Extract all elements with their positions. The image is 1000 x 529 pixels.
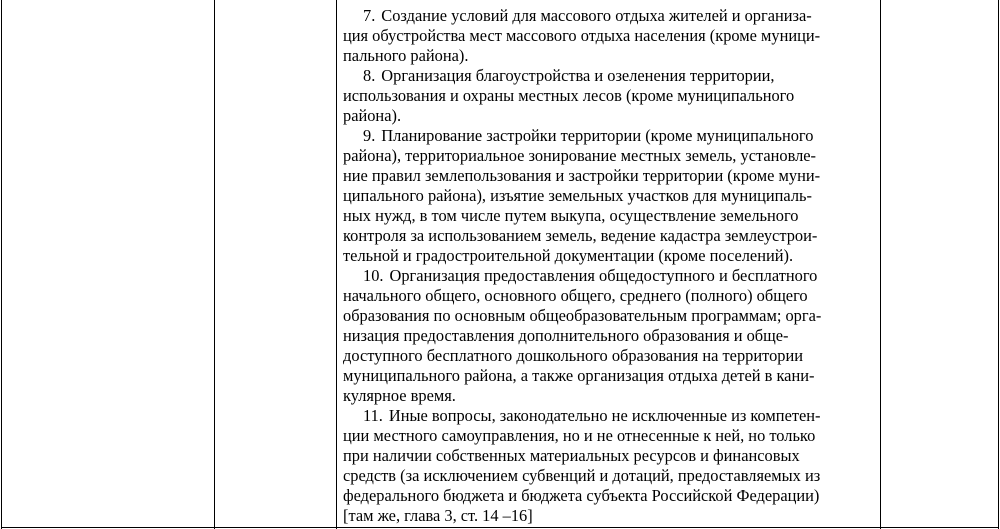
table-cell-text [343,6,870,526]
item-line: ции местного самоуправления, но и не отнесенные к ней, но только [343,426,816,445]
item-line: ных нужд, в том числе путем выкупа, осуществление земельного [343,206,799,225]
item-number: 8. [363,66,376,85]
item-line: использования и охраны местных лесов (кроме муниципального [343,86,795,105]
item-line: начального общего, основного общего, среднего (полного) общего [343,286,808,305]
item-line: пального района). [343,46,469,65]
item-line: Организация благоустройства и озеленения территории, [381,66,775,85]
table-border-bottom [1,527,999,528]
table-border-left [1,0,2,529]
table-border-right [998,0,999,529]
item-line: Организация предоставления общедоступного и бесплатного [389,266,818,285]
citation: [там же, глава 3, ст. 14 –16] [343,506,533,525]
item-line: ципального района), изъятие земельных участков для муниципаль- [343,186,812,205]
item-line: ция обустройства мест массового отдыха населения (кроме муници- [343,26,821,45]
item-line: доступного бесплатного дошкольного образования на территории [343,346,804,365]
list-item-10 [343,266,870,406]
item-line: низация предоставления дополнительного образования и обще- [343,326,789,345]
item-line: ние правил землепользования и застройки территории (кроме муни- [343,166,821,185]
item-number: 7. [363,6,376,25]
list-item-8 [343,66,870,126]
list-item-7 [343,6,870,66]
item-line: федерального бюджета и бюджета субъекта Российской Федерации) [343,486,820,505]
item-line: тельной и градостроительной документации (кроме поселений). [343,246,794,265]
item-line: кулярное время. [343,386,456,405]
item-line: средств (за исключением субвенций и дотаций, предоставляемых из [343,466,821,485]
item-line: Планирование застройки территории (кроме муниципального [381,126,814,145]
item-line: района). [343,106,402,125]
item-line: муниципального района, а также организация отдыха детей в кани- [343,366,815,385]
list-item-9 [343,126,870,266]
column-divider-1 [214,0,215,529]
item-line: Создание условий для массового отдыха жителей и организа- [381,6,812,25]
item-line: при наличии собственных материальных ресурсов и финансовых [343,446,800,465]
item-number: 11. [363,406,383,425]
item-line: контроля за использованием земель, ведение кадастра землеустрои- [343,226,818,245]
item-line: образования по основным общеобразовательным программам; орга- [343,306,822,325]
list-item-11 [343,406,870,526]
item-line: района), территориальное зонирование местных земель, установле- [343,146,817,165]
column-divider-3 [880,0,881,529]
item-line: Иные вопросы, законодательно не исключенные из компетен- [388,406,821,425]
item-number: 9. [363,126,376,145]
column-divider-2 [336,0,337,529]
item-number: 10. [363,266,384,285]
